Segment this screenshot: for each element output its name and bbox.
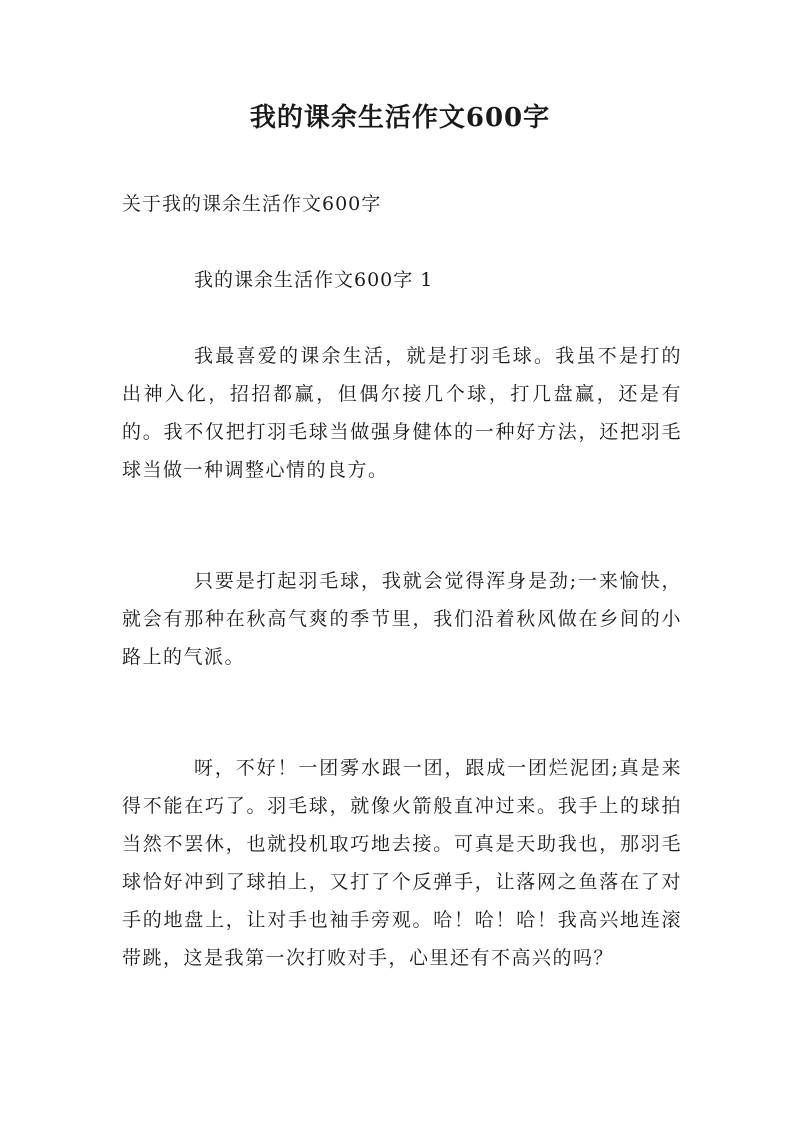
section-heading: 我的课余生活作文600字 1 <box>194 269 434 291</box>
paragraph-2: 只要是打起羽毛球，我就会觉得浑身是劲;一来愉快，就会有那种在秋高气爽的季节里，我们沿着秋风做在乡间的小路上的气派。 <box>122 570 682 668</box>
document-title: 我的课余生活作文600字 <box>249 103 551 133</box>
document-subtitle: 关于我的课余生活作文600字 <box>122 193 382 215</box>
paragraph-1: 我最喜爱的课余生活，就是打羽毛球。我虽不是打的出神入化，招招都赢，但偶尔接几个球，打几盘赢，还是有的。我不仅把打羽毛球当做强身健体的一种好方法，还把羽毛球当做一种调整心情的良方。 <box>122 345 682 481</box>
paragraph-3: 呀，不好！一团雾水跟一团，跟成一团烂泥团;真是来得不能在巧了。羽毛球，就像火箭般直冲过来。我手上的球拍当然不罢休，也就投机取巧地去接。可真是天助我也，那羽毛球恰好冲到了球拍上，又打了个反弹手，让落网之鱼落在了对手的地盘上，让对手也袖手旁观。哈！哈！哈！我高兴地连滚带跳，这是我第一次打败对手，心里还有不高兴的吗？ <box>122 757 682 969</box>
